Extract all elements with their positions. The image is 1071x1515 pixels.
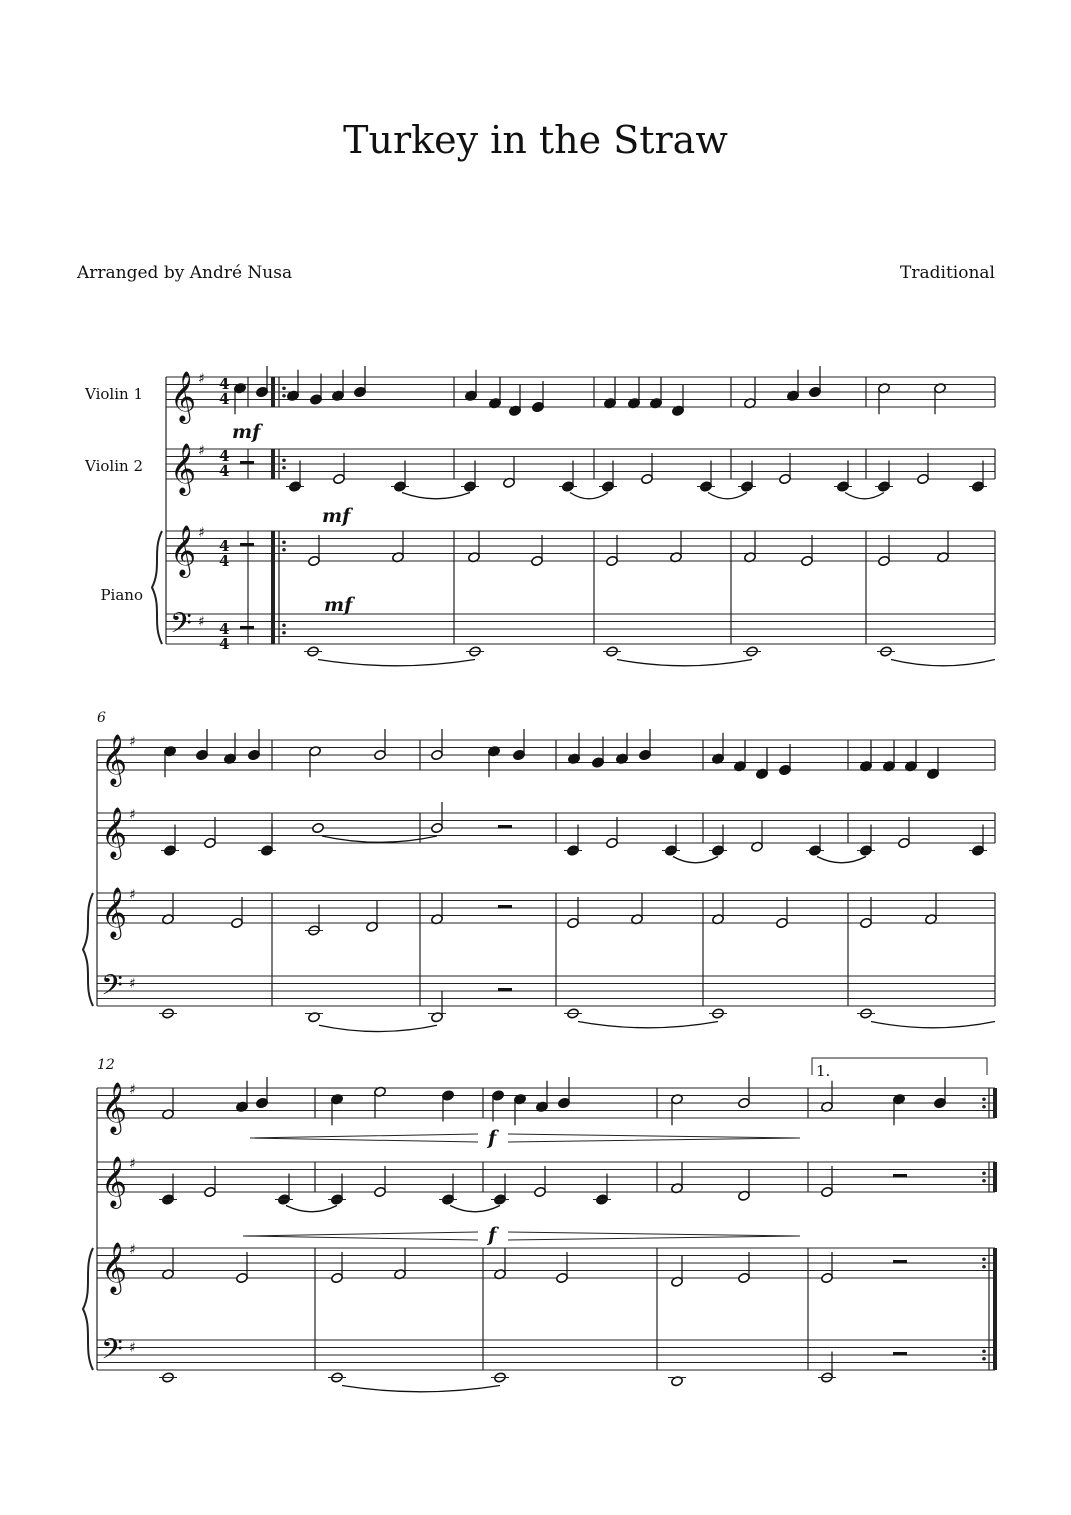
tie bbox=[708, 493, 747, 499]
time-sig-num: 4 bbox=[219, 375, 230, 393]
tie bbox=[450, 1206, 500, 1212]
measure-number-12: 12 bbox=[97, 1057, 115, 1073]
dynamic-f-violin-2: f bbox=[488, 1224, 497, 1246]
tie bbox=[570, 493, 608, 499]
time-signatures bbox=[219, 375, 229, 653]
sharp-icon: ♯ bbox=[129, 807, 136, 823]
repeat-dot bbox=[982, 1265, 986, 1269]
measure-number-6: 6 bbox=[97, 710, 106, 726]
dynamic-mf-violin-1: mf bbox=[232, 421, 261, 443]
label-piano: Piano bbox=[100, 586, 143, 604]
repeat-dot bbox=[282, 631, 286, 635]
half-rest-icon bbox=[240, 461, 254, 465]
repeat-dot bbox=[282, 540, 286, 544]
half-rest-icon bbox=[893, 1174, 907, 1178]
sharp-icon: ♯ bbox=[129, 1340, 136, 1356]
label-violin-2: Violin 2 bbox=[85, 457, 143, 475]
treble-clef-icon: 𝄞 bbox=[170, 443, 197, 494]
composer-credit: Traditional bbox=[900, 263, 995, 283]
tie bbox=[402, 493, 470, 499]
tie bbox=[286, 1206, 337, 1212]
dynamic-mf-piano: mf bbox=[324, 594, 353, 616]
repeat-dot bbox=[282, 623, 286, 627]
tie bbox=[891, 660, 995, 666]
piano-brace bbox=[83, 893, 93, 1006]
tie bbox=[342, 1386, 500, 1392]
arranger-credit: Arranged by André Nusa bbox=[77, 263, 293, 283]
staves bbox=[83, 371, 995, 1373]
sharp-icon: ♯ bbox=[198, 614, 205, 630]
decrescendo-hairpin bbox=[508, 1232, 800, 1240]
repeat-dot bbox=[982, 1357, 986, 1361]
half-rest-icon bbox=[893, 1352, 907, 1356]
crescendo-hairpin bbox=[243, 1232, 478, 1240]
half-rest-icon bbox=[498, 988, 512, 992]
bass-clef-icon: 𝄢 bbox=[101, 1333, 123, 1373]
sharp-icon: ♯ bbox=[198, 525, 205, 541]
tie bbox=[578, 1022, 718, 1028]
time-sig-num: 4 bbox=[219, 620, 230, 638]
notehead bbox=[312, 822, 325, 833]
time-sig-num: 4 bbox=[219, 447, 230, 465]
repeat-dot bbox=[282, 466, 286, 470]
notes bbox=[159, 366, 995, 1392]
sharp-icon: ♯ bbox=[129, 1156, 136, 1172]
dynamic-f-violin-1: f bbox=[488, 1127, 497, 1149]
half-rest-icon bbox=[240, 543, 254, 547]
repeat-dot bbox=[282, 458, 286, 462]
repeat-dot bbox=[982, 1179, 986, 1183]
repeat-dot bbox=[982, 1097, 986, 1101]
treble-clef-icon: 𝄞 bbox=[170, 525, 197, 576]
repeat-dot bbox=[982, 1349, 986, 1353]
treble-clef-icon: 𝄞 bbox=[101, 807, 128, 858]
repeat-dot bbox=[982, 1171, 986, 1175]
dynamic-mf-violin-2: mf bbox=[322, 505, 351, 527]
time-sig-den: 4 bbox=[219, 390, 230, 408]
time-sig-den: 4 bbox=[219, 635, 230, 653]
sharp-icon: ♯ bbox=[198, 443, 205, 459]
treble-clef-icon: 𝄞 bbox=[101, 734, 128, 785]
sharp-icon: ♯ bbox=[129, 887, 136, 903]
crescendo-hairpin bbox=[250, 1134, 478, 1142]
sharp-icon: ♯ bbox=[129, 1082, 136, 1098]
time-sig-den: 4 bbox=[219, 552, 230, 570]
sharp-icon: ♯ bbox=[198, 371, 205, 387]
tie bbox=[673, 857, 718, 863]
piano-brace bbox=[83, 1248, 93, 1370]
tie bbox=[871, 1022, 995, 1028]
treble-clef-icon: 𝄞 bbox=[170, 371, 197, 422]
tie bbox=[319, 1025, 437, 1031]
piano-brace bbox=[152, 531, 162, 644]
half-rest-icon bbox=[240, 626, 254, 630]
bass-clef-icon: 𝄢 bbox=[170, 607, 192, 647]
tie bbox=[845, 493, 884, 499]
time-sig-num: 4 bbox=[219, 537, 230, 555]
treble-clef-icon: 𝄞 bbox=[101, 1082, 128, 1133]
decrescendo-hairpin bbox=[508, 1134, 800, 1142]
sharp-icon: ♯ bbox=[129, 976, 136, 992]
score-title: Turkey in the Straw bbox=[343, 118, 728, 162]
repeat-dot bbox=[282, 394, 286, 398]
tie bbox=[318, 660, 475, 666]
treble-clef-icon: 𝄞 bbox=[101, 887, 128, 938]
treble-clef-icon: 𝄞 bbox=[101, 1156, 128, 1207]
half-rest-icon bbox=[498, 825, 512, 829]
tie bbox=[617, 660, 752, 666]
treble-clef-icon: 𝄞 bbox=[101, 1242, 128, 1293]
label-violin-1: Violin 1 bbox=[85, 385, 143, 403]
half-rest-icon bbox=[893, 1260, 907, 1264]
volta-bracket bbox=[812, 1058, 987, 1075]
sharp-icon: ♯ bbox=[129, 734, 136, 750]
bass-clef-icon: 𝄢 bbox=[101, 969, 123, 1009]
sharp-icon: ♯ bbox=[129, 1242, 136, 1258]
tie bbox=[817, 857, 866, 863]
repeat-dot bbox=[282, 386, 286, 390]
repeat-dot bbox=[982, 1105, 986, 1109]
volta-first-ending: 1. bbox=[816, 1062, 831, 1080]
half-rest-icon bbox=[498, 905, 512, 909]
time-sig-den: 4 bbox=[219, 462, 230, 480]
repeat-dot bbox=[282, 548, 286, 552]
repeat-dot bbox=[982, 1257, 986, 1261]
